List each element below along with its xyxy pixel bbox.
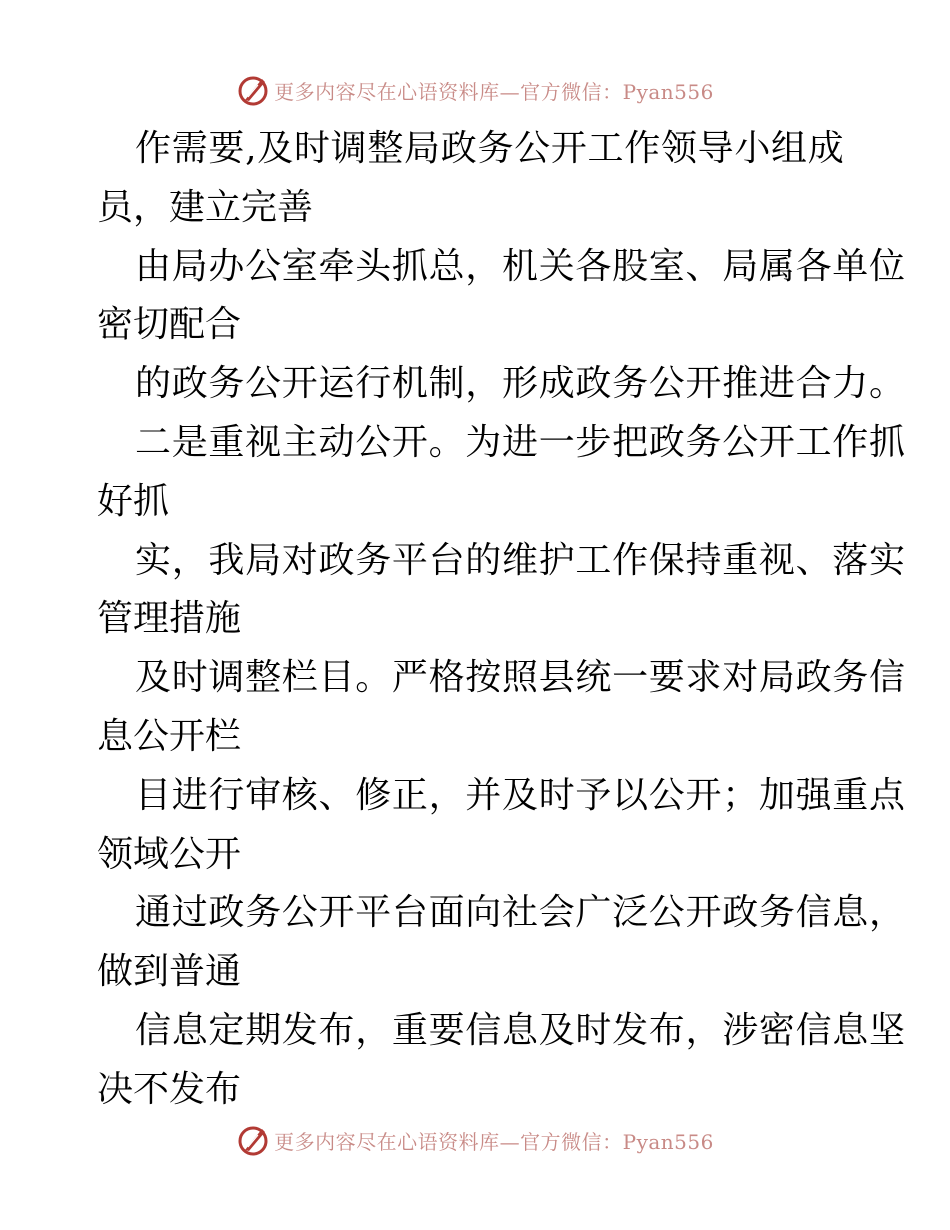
text-line: 信息定期发布，重要信息及时发布，涉密信息坚 [135,1009,906,1051]
text-line: 息公开栏 [97,715,242,757]
text-line: 密切配合 [97,304,242,346]
footer-banner [0,1118,950,1162]
text-line: 作需要,及时调整局政务公开工作领导小组成 [135,128,845,169]
text-line: 目进行审核、修正，并及时予以公开；加强重点 [135,774,906,816]
text-line: 实，我局对政务平台的维护工作保持重视、落实 [135,539,906,581]
document-body [97,120,906,1120]
text-line: 通过政务公开平台面向社会广泛公开政务信息， [135,892,906,934]
text-line: 由局办公室牵头抓总，机关各股室、局属各单位 [135,245,906,287]
text-line: 领域公开 [97,833,242,875]
quill-logo-icon [236,73,270,107]
header-banner-text: 更多内容尽在心语资料库—官方微信：Pyan556 [274,79,714,104]
text-line: 决不发布 [97,1068,242,1110]
header-banner [0,68,950,112]
quill-logo-icon [236,1123,270,1157]
text-line: 的政务公开运行机制，形成政务公开推进合力。 [135,363,906,405]
text-line: 做到普通 [97,951,242,993]
text-line: 管理措施 [97,598,242,640]
footer-banner-text: 更多内容尽在心语资料库—官方微信：Pyan556 [274,1129,714,1154]
text-line: 好抓 [97,480,170,522]
text-line: 及时调整栏目。严格按照县统一要求对局政务信 [135,657,906,699]
text-line: 员，建立完善 [97,186,314,228]
text-line: 二是重视主动公开。为进一步把政务公开工作抓 [135,421,906,463]
